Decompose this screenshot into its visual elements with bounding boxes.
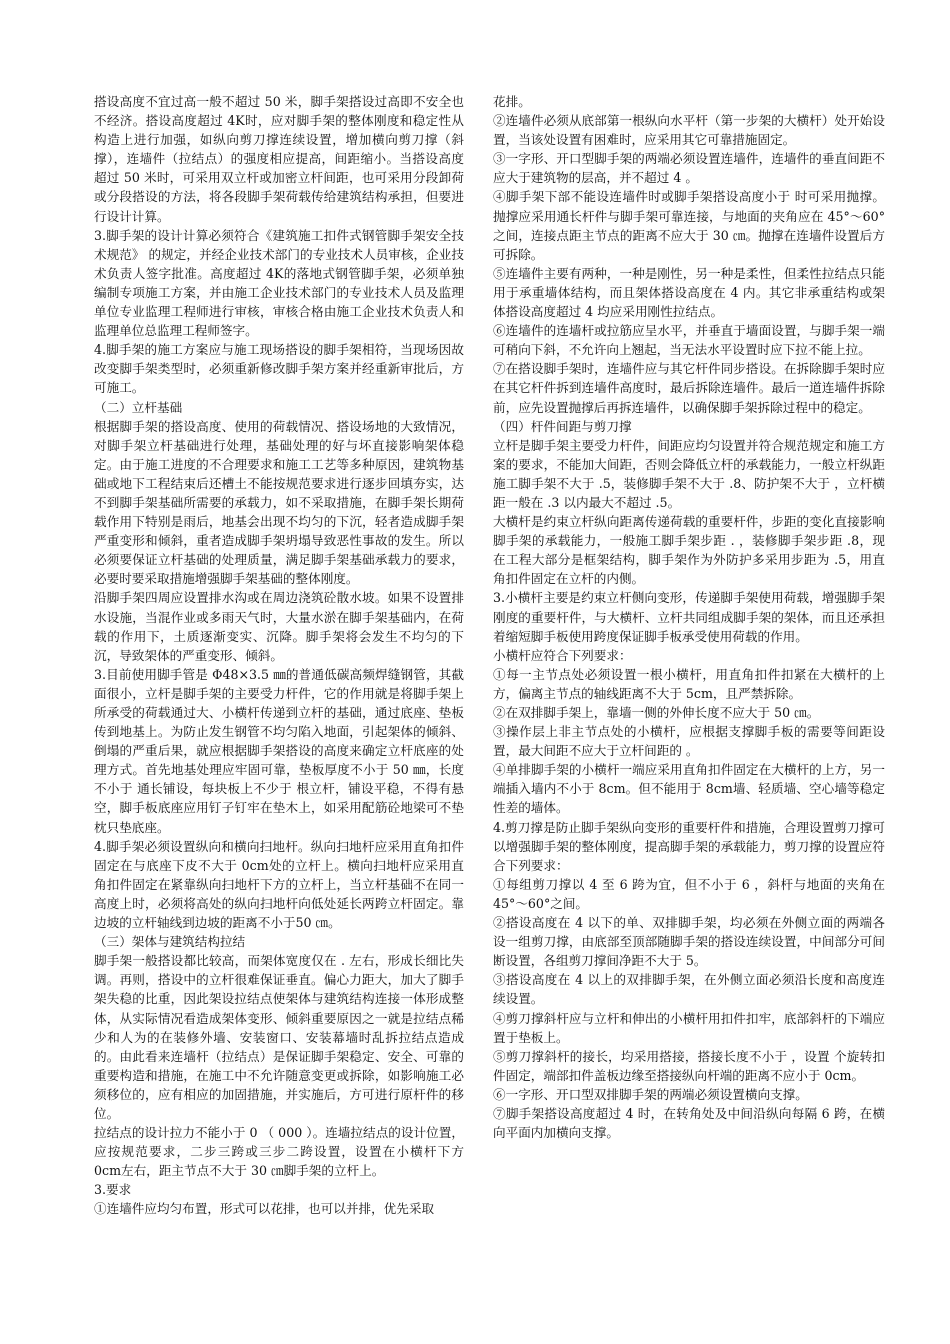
paragraph-continuation: 花排。 xyxy=(493,94,531,109)
section-heading-tie-connection: （三）架体与建筑结构拉结 xyxy=(94,934,246,950)
paragraph-bracing-6: ⑥一字形、开口型双排脚手架的两端必须设置横向支撑。 xyxy=(493,1086,808,1102)
paragraph-transom-4: ④单排脚手架的小横杆一端应采用直角扣件固定在大横杆的上方，另一端插入墙内不小于 8cm。但不能用于 8cm墙、轻质墙、空心墙等稳定性差的墙体。 xyxy=(493,762,885,816)
section-heading-pole-foundation: （二）立杆基础 xyxy=(94,399,183,415)
paragraph-bracing-7: ⑦脚手架搭设高度超过 4 时，在转角处及中间沿纵向每隔 6 跨，在横向平面内加横向支撑。 xyxy=(493,1105,885,1141)
paragraph-bracing: 4.剪刀撑是防止脚手架纵向变形的重要杆件和措施，合理设置剪刀撑可以增强脚手架的整体刚度，提高脚手架的承载能力，剪刀撑的设置应符合下列要求： xyxy=(493,819,885,873)
paragraph-pole-spacing: 立杆是脚手架主要受力杆件，间距应均匀设置并符合规范规定和施工方案的要求，不能加大间距，否则会降低立杆的承载能力，一般立杆纵距施工脚手架不大于 .5，装修脚手架不大于 .8、防护架不大于 ，立杆横距一般在 .3 以内最大不超过 .5。 xyxy=(493,437,885,510)
paragraph-requirement-5: ⑤连墙件主要有两种，一种是刚性，另一种是柔性，但柔性拉结点只能用于承重墙体结构，而且架体搭设高度在 4 内。其它非承重结构或架体搭设高度超过 4 均应采用刚性拉结点。 xyxy=(493,265,885,320)
paragraph-requirement-2: ②连墙件必须从底部第一根纵向水平杆（第一步架的大横杆）处开始设置，当该处设置有困难时，应采用其它可靠措施固定。 xyxy=(493,113,885,148)
paragraph-requirement-1: ①连墙件应均匀布置，形式可以花排，也可以并排，优先采取 xyxy=(94,1201,435,1217)
paragraph-drainage: 沿脚手架四周应设置排水沟或在周边浇筑砼散水坡。如果不设置排水设施，当混作业或多雨天气时，大量水淤在脚手架基础内，在荷载的作用下，土质逐渐变实、沉降。脚手架将会发生不均匀的下沉，导致架体的严重变形、倾斜。 xyxy=(94,590,464,663)
paragraph-height-limit: 搭设高度不宜过高一般不超过 50 米，脚手架搭设过高即不安全也不经济。搭设高度超过 4K时，应对脚手架的整体刚度和稳定性从构造上进行加强，如纵向剪刀撑连续设置，增加横向剪刀撑（斜撑），连墙件（拉结点）的强度相应提高，间距缩小。当搭设高度超过 50 米时，可采用双立杆或加密立杆间距，也可采用分段卸荷或分段搭设的方法，将各段脚手架荷载传给建筑结构承担，但要进行设计计算。 xyxy=(94,94,464,224)
paragraph-requirement-7: ⑦在搭设脚手架时，连墙件应与其它杆件同步搭设。在拆除脚手架时应在其它杆件拆到连墙件高度时，最后拆除连墙件。最后一道连墙件拆除前，应先设置抛撑后再拆连墙件，以确保脚手架拆除过程中的稳定。 xyxy=(493,361,885,415)
paragraph-tie-design-force: 拉结点的设计拉力不能小于 0 （ 000 ）。连墙拉结点的设计位置，应按规范要求，二步三跨或三步二跨设置，设置在小横杆下方 0cm左右，距主节点不大于 30 ㎝脚手架的立杆上。 xyxy=(94,1125,464,1179)
paragraph-ledger-step: 大横杆是约束立杆纵向距离传递荷载的重要杆件，步距的变化直接影响脚手架的承载能力，一般施工脚手架步距 . ，装修脚手架步距 .8，现在工程大部分是框架结构，脚手架作为外防护多采用步距为 .5，用直角扣件固定在立杆的内侧。 xyxy=(493,514,885,587)
paragraph-transom: 3.小横杆主要是约束立杆侧向变形，传递脚手架使用荷载，增强脚手架刚度的重要杆件，与大横杆、立杆共同组成脚手架的架体，而且还承担着缩短脚手板使用跨度保证脚手板承受使用荷载的作用。 xyxy=(493,590,885,644)
paragraph-requirements-heading: 3.要求 xyxy=(94,1182,132,1198)
paragraph-bracing-5: ⑤剪刀撑斜杆的接长，均采用搭接，搭接长度不小于 ，设置 个旋转扣件固定，端部扣件盖板边缘至搭接纵向杆端的距离不应小于 0cm。 xyxy=(493,1048,885,1083)
paragraph-bracing-2: ②搭设高度在 4 以下的单、双排脚手架，均必须在外侧立面的两端各设一组剪刀撑，由底部至顶部随脚手架的搭设连续设置，中间部分可间断设置，各组剪刀撑间净距不大于 5。 xyxy=(493,915,885,969)
paragraph-design-calc: 3.脚手架的设计计算必须符合《建筑施工扣件式钢管脚手架安全技术规范》 的规定，并经企业技术部门的专业技术人员审核，企业技术负责人签字批准。高度超过 4K的落地式钢管脚手架，必须单独编制专项施工方案，并由施工企业技术部门的专业技术人员及监理单位专业监理工程师进行审核，审核合格由施工企业技术负责人和监理单位总监理工程师签字。 xyxy=(94,227,464,339)
paragraph-bracing-4: ④剪刀撑斜杆应与立杆和伸出的小横杆用扣件扣牢，底部斜杆的下端应置于垫板上。 xyxy=(493,1010,885,1045)
paragraph-construction-plan: 4.脚手架的施工方案应与施工现场搭设的脚手架相符，当现场因故改变脚手架类型时，必须重新修改脚手架方案并经重新审批后，方可施工。 xyxy=(94,342,464,396)
paragraph-requirement-6: ⑥连墙件的连墙杆或拉筋应呈水平，并垂直于墙面设置，与脚手架一端可稍向下斜，不允许向上翘起，当无法水平设置时应下拉不能上拉。 xyxy=(493,323,885,358)
paragraph-requirement-4: ④脚手架下部不能设连墙件时或脚手架搭设高度小于 时可采用抛撑。抛撑应采用通长杆件与脚手架可靠连接，与地面的夹角应在 45°～60°之间，连接点距主节点的距离不应大于 30 ㎝。抛撑在连墙件设置后方可拆除。 xyxy=(493,189,885,262)
left-column xyxy=(94,92,464,1219)
paragraph-bracing-3: ③搭设高度在 4 以上的双排脚手架，在外侧立面必须沿长度和高度连续设置。 xyxy=(493,972,885,1007)
paragraph-transom-2: ②在双排脚手架上，靠墙一侧的外伸长度不应大于 50 ㎝。 xyxy=(493,705,820,720)
paragraph-transom-3: ③操作层上非主节点处的小横杆，应根据支撑脚手板的需要等间距设置，最大间距不应大于立杆间距的 。 xyxy=(493,724,885,759)
paragraph-steel-tube: 3.目前使用脚手管是 Φ48×3.5 ㎜的普通低碳高频焊缝钢管，其截面很小，立杆是脚手架的主要受力杆件，它的作用就是将脚手架上所承受的荷载通过大、小横杆传递到立杆的基础，通过底座、垫板传到地基上。为防止发生钢管不均匀陷入地面，引起架体的倾斜、倒塌的严重后果，就应根据脚手架搭设的高度来确定立杆底座的处理方式。首先地基处理应牢固可靠，垫板厚度不小于 50 ㎜，长度不小于 通长铺设，每块板上不少于 根立杆，铺设平稳，不得有悬空，脚手板底座应用钉子钉牢在垫木上，如采用配筋砼地梁可不垫枕只垫底座。 xyxy=(94,666,464,835)
paragraph-transom-requirements: 小横杆应符合下列要求： xyxy=(493,647,632,663)
paragraph-requirement-3: ③一字形、开口型脚手架的两端必须设置连墙件，连墙件的垂直间距不应大于建筑物的层高，并不超过 4 。 xyxy=(493,151,885,186)
paragraph-foundation-treatment: 根据脚手架的搭设高度、使用的荷载情况、搭设场地的大致情况，对脚手架立杆基础进行处理，基础处理的好与坏直接影响架体稳定。由于施工进度的不合理要求和施工工艺等多种原因，建筑物基础或地下工程结束后还槽土不能按规范要求进行逐步回填夯实，达不到脚手架基础所需要的承载力，如不采取措施，在脚手架长期荷载作用下特别是雨后，地基会出现不均匀的下沉，轻者造成脚手架严重变形和倾斜，重者造成脚手架坍塌导致恶性事故的发生。所以必须要保证立杆基础的处理质量，满足脚手架基础承载力的要求，必要时要采取措施增强脚手架基础的整体刚度。 xyxy=(94,418,464,587)
right-column xyxy=(493,92,885,1142)
paragraph-sweeping-pole: 4.脚手架必须设置纵向和横向扫地杆。纵向扫地杆应采用直角扣件固定在与底座下皮不大于 0cm处的立杆上。横向扫地杆应采用直角扣件固定在紧靠纵向扫地杆下方的立杆上，当立杆基础不在同一高度上时，必须将高处的纵向扫地杆向低处延长两跨立杆固定。靠边坡的立杆轴线到边坡的距离不小于50 ㎝。 xyxy=(94,838,464,931)
paragraph-bracing-1: ①每组剪刀撑以 4 至 6 跨为宜，但不小于 6 ，斜杆与地面的夹角在 45°～60°之间。 xyxy=(493,876,885,911)
paragraph-tie-importance: 脚手架一般搭设都比较高，而架体宽度仅在 . 左右，形成长细比失调。再则，搭设中的立杆很难保证垂直。偏心力距大，加大了脚手架失稳的比重，因此架设拉结点使架体与建筑结构连接一体形成整体，从实际情况看造成架体变形、倾斜重要原因之一就是拉结点稀少和人为的在装修外墙、安装窗口、安装幕墙时乱拆拉结点造成的。由此看来连墙杆（拉结点）是保证脚手架稳定、安全、可靠的重要构造和措施，在施工中不允许随意变更或拆除，如影响施工必须移位的，应有相应的加固措施，并实施后，方可进行原杆件的移位。 xyxy=(94,953,464,1121)
paragraph-transom-1: ①每一主节点处必须设置一根小横杆，用直角扣件扣紧在大横杆的上方，偏离主节点的轴线距离不大于 5cm，且严禁拆除。 xyxy=(493,666,885,701)
section-heading-spacing-bracing: （四）杆件间距与剪刀撑 xyxy=(493,418,632,434)
